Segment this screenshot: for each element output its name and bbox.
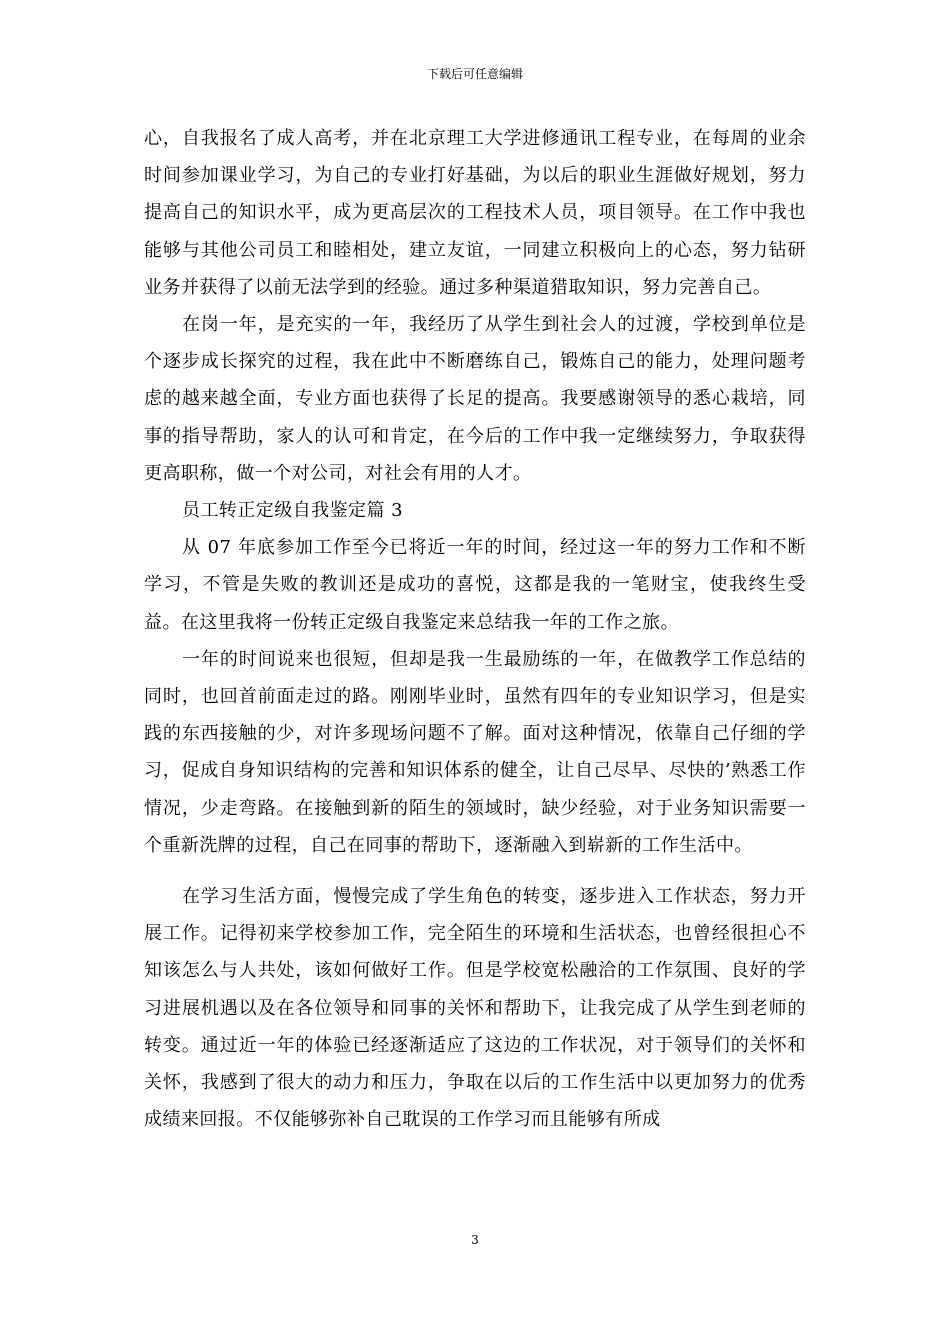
paragraph: 一年的时间说来也很短，但却是我一生最励练的一年，在做教学工作总结的同时，也回首前面走过的路。刚刚毕业时，虽然有四年的专业知识学习，但是实践的东西接触的少，对许多现场问题不了解。面对这种情况，依靠自己仔细的学习，促成自身知识结构的完善和知识体系的健全，让自己尽早、尽快的’熟悉工作情况，少走弯路。在接触到新的陌生的领域时，缺少经验，对于业务知识需要一个重新洗牌的过程，自己在同事的帮助下，逐渐融入到崭新的工作生活中。 <box>144 648 806 856</box>
paragraph: 在岗一年，是充实的一年，我经历了从学生到社会人的过渡，学校到单位是个逐步成长探究的过程，我在此中不断磨练自己，锻炼自己的能力，处理问题考虑的越来越全面，专业方面也获得了长足的提高。我要感谢领导的悉心栽培，同事的指导帮助，家人的认可和肯定，在今后的工作中我一定继续努力，争取获得更高职称，做一个对公司，对社会有用的人才。 <box>144 314 806 484</box>
paragraph: 从 07 年底参加工作至今已将近一年的时间，经过这一年的努力工作和不断学习，不管是失败的教训还是成功的喜悦，这都是我的一笔财宝，使我终生受益。在这里我将一份转正定级自我鉴定来总结我一年的工作之旅。 <box>144 537 806 633</box>
paragraph-continuation: 心，自我报名了成人高考，并在北京理工大学进修通讯工程专业，在每周的业余时间参加课业学习，为自己的专业打好基础，为以后的职业生涯做好规划，努力提高自己的知识水平，成为更高层次的工程技术人员，项目领导。在工作中我也能够与其他公司员工和睦相处，建立友谊，一同建立积极向上的心态，努力钻研业务并获得了以前无法学到的经验。通过多种渠道猎取知识，努力完善自己。 <box>144 128 806 298</box>
page-number: 3 <box>471 1233 479 1247</box>
paragraph: 在学习生活方面，慢慢完成了学生角色的转变，逐步进入工作状态，努力开展工作。记得初来学校参加工作，完全陌生的环境和生活状态，也曾经很担心不知该怎么与人共处，该如何做好工作。但是学校宽松融洽的工作氛围、良好的学习进展机遇以及在各位领导和同事的关怀和帮助下，让我完成了从学生到老师的转变。通过近一年的体验已经逐渐适应了这边的工作状况，对于领导们的关怀和关怀，我感到了很大的动力和压力，争取在以后的工作生活中以更加努力的优秀成绩来回报。不仅能够弥补自己耽误的工作学习而且能够有所成 <box>144 886 806 1131</box>
page-header: 下载后可任意编辑 <box>426 67 523 81</box>
section-heading: 员工转正定级自我鉴定篇 3 <box>182 500 404 522</box>
document-body <box>144 120 806 1138</box>
